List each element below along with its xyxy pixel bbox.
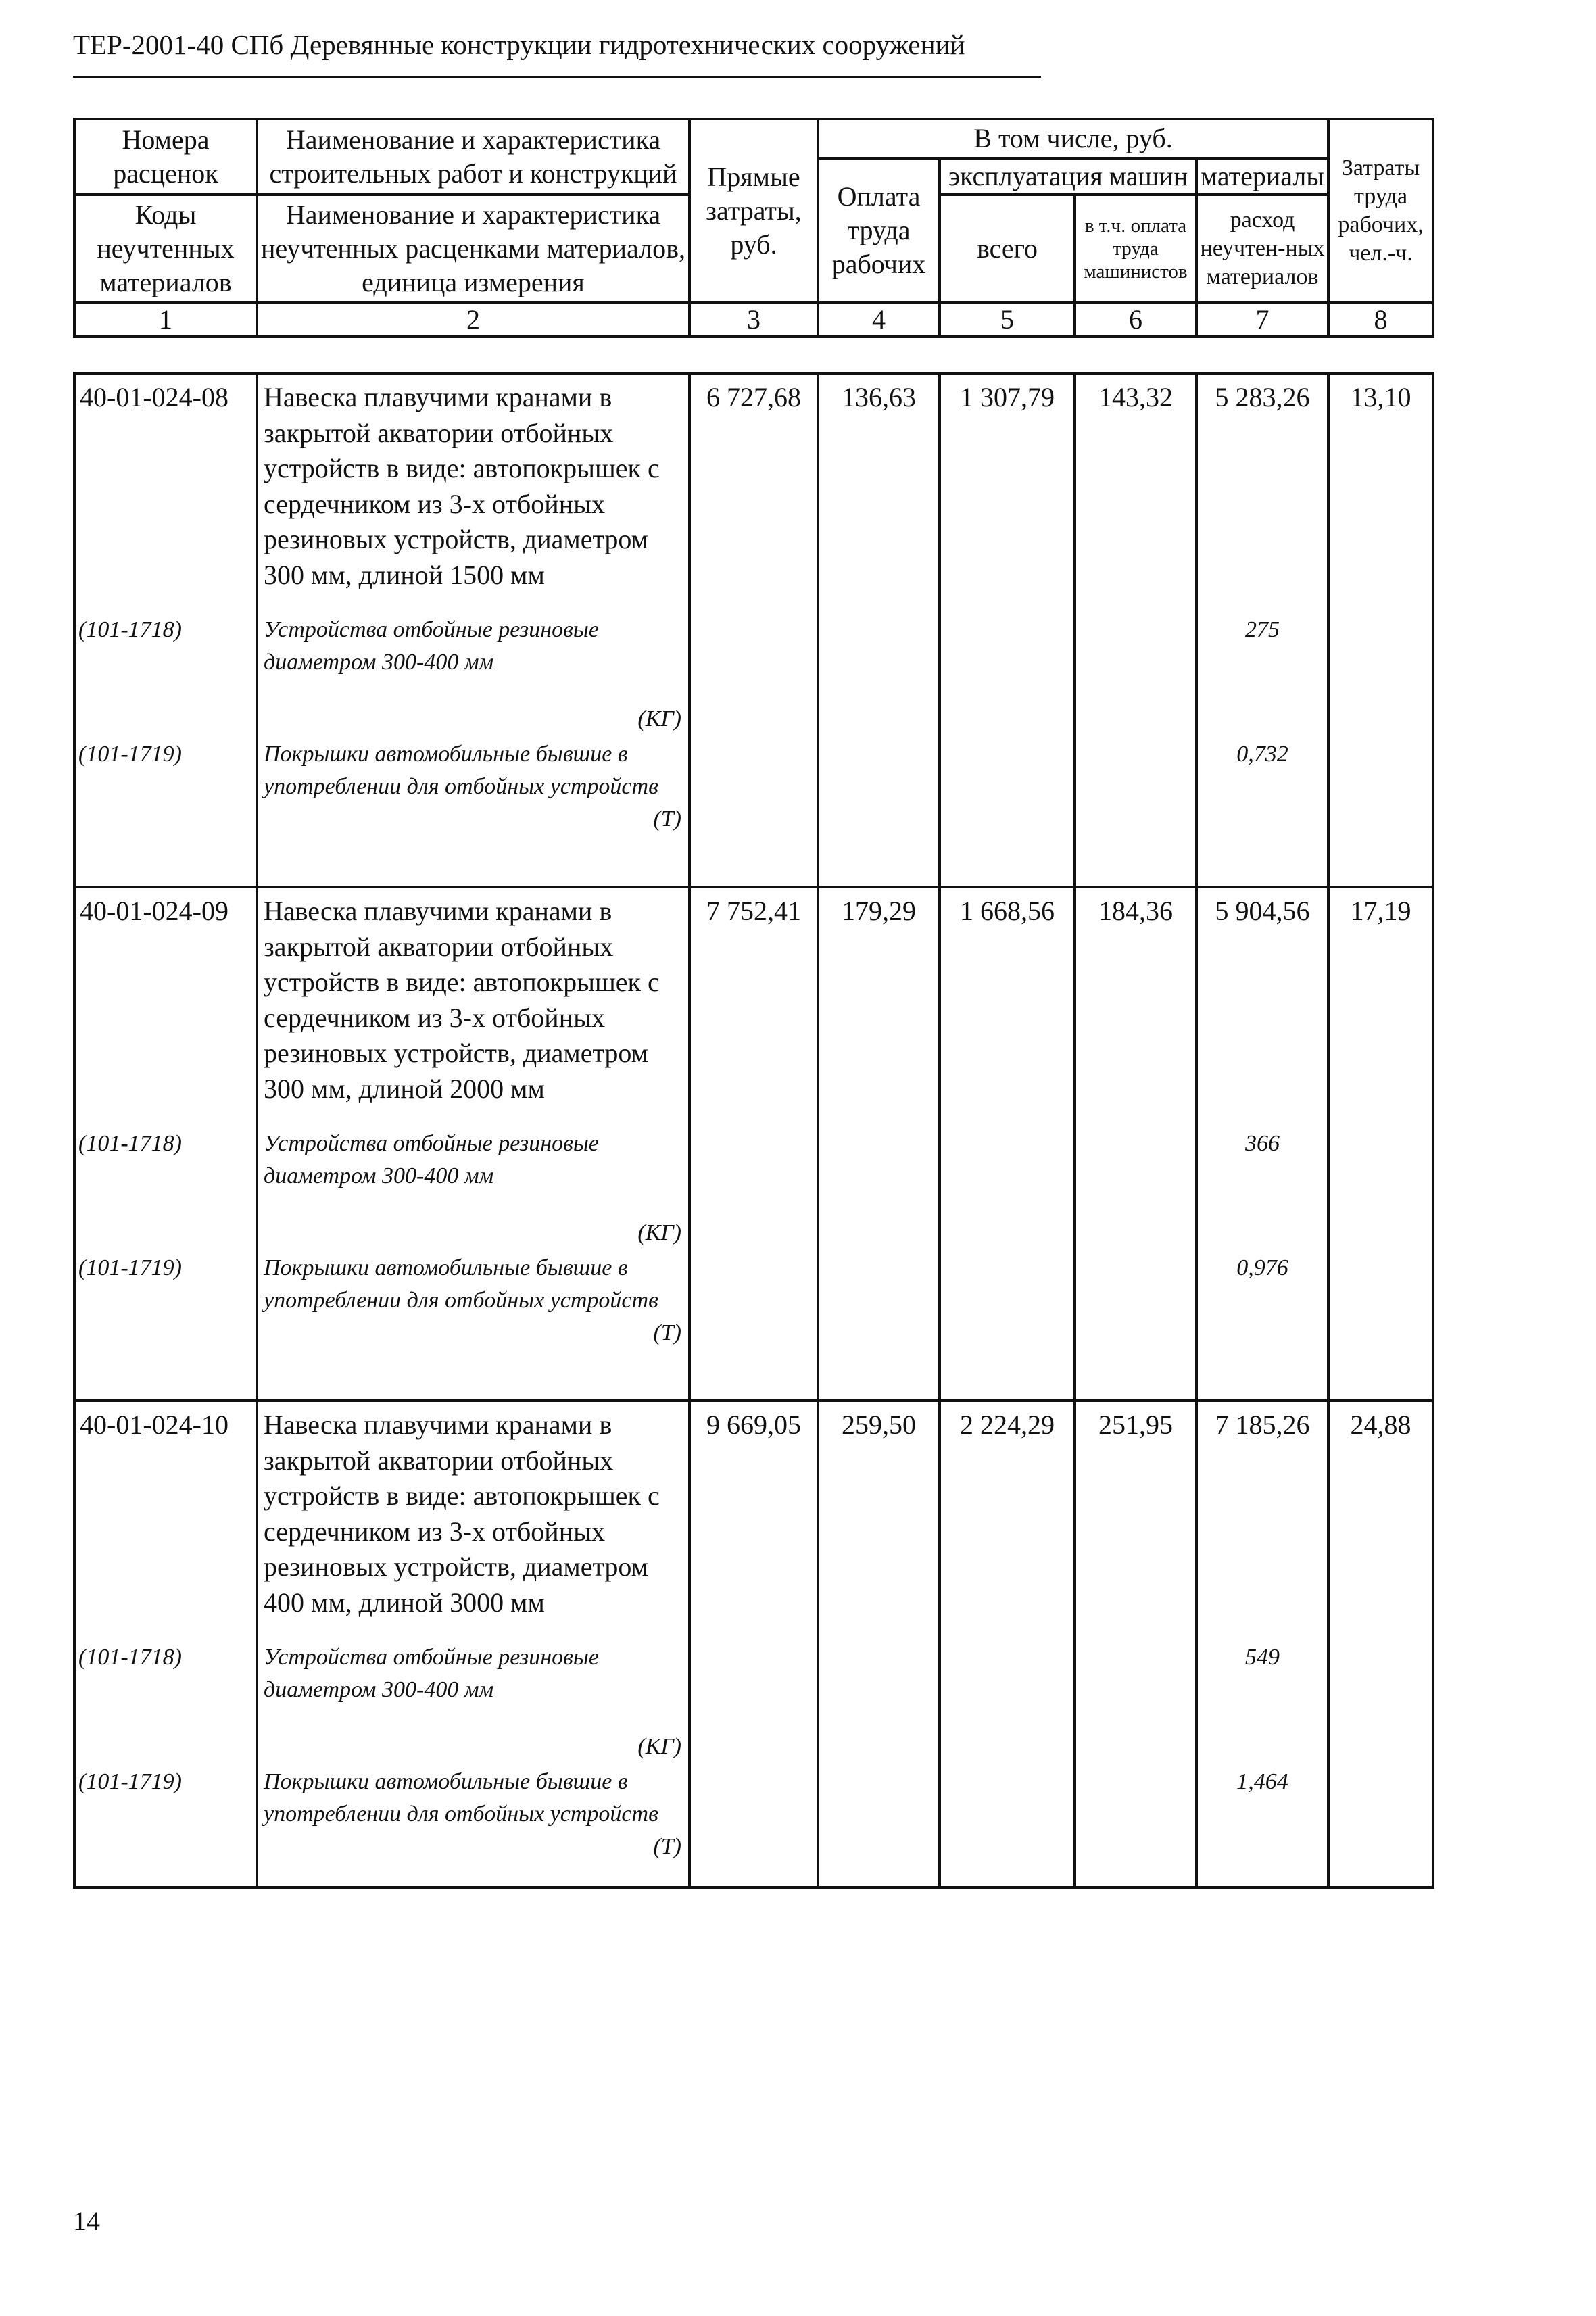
table-row [74,887,1433,1117]
header-material-codes: Коды неучтенных материалов [74,195,257,303]
list-item [74,1631,1433,1766]
header-direct-costs: Прямые затраты, руб. [690,119,818,303]
machinists-pay: 251,95 [1075,1401,1196,1631]
header-machinists-pay: в т.ч. оплата труда машинистов [1075,195,1196,303]
material-code: (101-1718) [74,1117,257,1252]
header-machines: эксплуатация машин [940,158,1196,195]
labor-hours: 13,10 [1328,373,1433,603]
list-item [74,603,1433,738]
machinists-pay: 184,36 [1075,887,1196,1117]
machines-total: 1 668,56 [940,887,1075,1117]
labor-hours: 24,88 [1328,1401,1433,1631]
header-machines-total: всего [940,195,1075,303]
direct-costs: 6 727,68 [690,373,818,603]
labor-pay: 136,63 [818,373,940,603]
material-unit: (КГ) [637,706,681,731]
machinists-pay: 143,32 [1075,373,1196,603]
col-number-1: 1 [74,303,257,337]
material-name: Покрышки автомобильные бывшие в употреблении для отбойных устройств [264,742,658,799]
col-number-7: 7 [1196,303,1328,337]
list-item [74,1252,1433,1401]
rate-code: 40-01-024-09 [74,887,257,1117]
rate-code: 40-01-024-08 [74,373,257,603]
material-code: (101-1719) [74,738,257,887]
col-number-2: 2 [257,303,690,337]
material-unit: (Т) [653,1834,681,1859]
table-row [74,1401,1433,1631]
header-labor-hours: Затраты труда рабочих, чел.-ч. [1328,119,1433,303]
header-material-name: Наименование и характеристика неучтенных расценками материалов, единица измерения [257,195,690,303]
col-number-4: 4 [818,303,940,337]
header-unaccounted-materials: расход неучтен-ных материалов [1196,195,1328,303]
labor-pay: 179,29 [818,887,940,1117]
materials-cost: 5 904,56 [1196,887,1328,1117]
table-row [74,373,1433,603]
labor-hours: 17,19 [1328,887,1433,1117]
material-consumption: 0,976 [1196,1252,1328,1401]
machines-total: 1 307,79 [940,373,1075,603]
material-name: Покрышки автомобильные бывшие в употреблении для отбойных устройств [264,1769,658,1827]
direct-costs: 9 669,05 [690,1401,818,1631]
material-code: (101-1719) [74,1252,257,1401]
material-unit: (КГ) [637,1220,681,1245]
material-code: (101-1718) [74,603,257,738]
direct-costs: 7 752,41 [690,887,818,1117]
material-consumption: 275 [1196,603,1328,738]
machines-total: 2 224,29 [940,1401,1075,1631]
rate-name: Навеска плавучими кранами в закрытой акватории отбойных устройств в виде: автопокрышек с сердечником из 3-х отбойных резиновых устройств, диаметром 300 мм, длиной 2000 мм [257,887,690,1117]
page-title: ТЕР-2001-40 СПб Деревянные конструкции гидротехнических сооружений [73,29,965,60]
col-number-8: 8 [1328,303,1433,337]
rate-code: 40-01-024-10 [74,1401,257,1631]
header-including-group: В том числе, руб. [818,119,1328,158]
material-code: (101-1718) [74,1631,257,1766]
header-materials: материалы [1196,158,1328,195]
material-name: Покрышки автомобильные бывшие в употреблении для отбойных устройств [264,1255,658,1313]
table-header [73,118,1434,338]
material-unit: (Т) [653,1320,681,1345]
material-name: Устройства отбойные резиновые диаметром 300-400 мм [264,1645,599,1702]
material-code: (101-1719) [74,1766,257,1887]
material-unit: (Т) [653,806,681,831]
header-labor-pay: Оплата труда рабочих [818,158,940,303]
material-consumption: 366 [1196,1117,1328,1252]
material-consumption: 0,732 [1196,738,1328,887]
list-item [74,1117,1433,1252]
list-item [74,738,1433,887]
col-number-5: 5 [940,303,1075,337]
col-number-6: 6 [1075,303,1196,337]
material-name: Устройства отбойные резиновые диаметром 300-400 мм [264,617,599,675]
title-divider [73,76,1041,78]
page-number: 14 [73,2206,100,2236]
material-name: Устройства отбойные резиновые диаметром 300-400 мм [264,1131,599,1188]
materials-cost: 7 185,26 [1196,1401,1328,1631]
header-work-name: Наименование и характеристика строительных работ и конструкций [257,119,690,195]
material-unit: (КГ) [637,1734,681,1759]
materials-cost: 5 283,26 [1196,373,1328,603]
material-consumption: 549 [1196,1631,1328,1766]
rate-name: Навеска плавучими кранами в закрытой акватории отбойных устройств в виде: автопокрышек с сердечником из 3-х отбойных резиновых устройств, диаметром 400 мм, длиной 3000 мм [257,1401,690,1631]
rate-name: Навеска плавучими кранами в закрытой акватории отбойных устройств в виде: автопокрышек с сердечником из 3-х отбойных резиновых устройств, диаметром 300 мм, длиной 1500 мм [257,373,690,603]
header-rate-numbers: Номера расценок [74,119,257,195]
list-item [74,1766,1433,1887]
material-consumption: 1,464 [1196,1766,1328,1887]
col-number-3: 3 [690,303,818,337]
rates-table [73,372,1434,1889]
labor-pay: 259,50 [818,1401,940,1631]
